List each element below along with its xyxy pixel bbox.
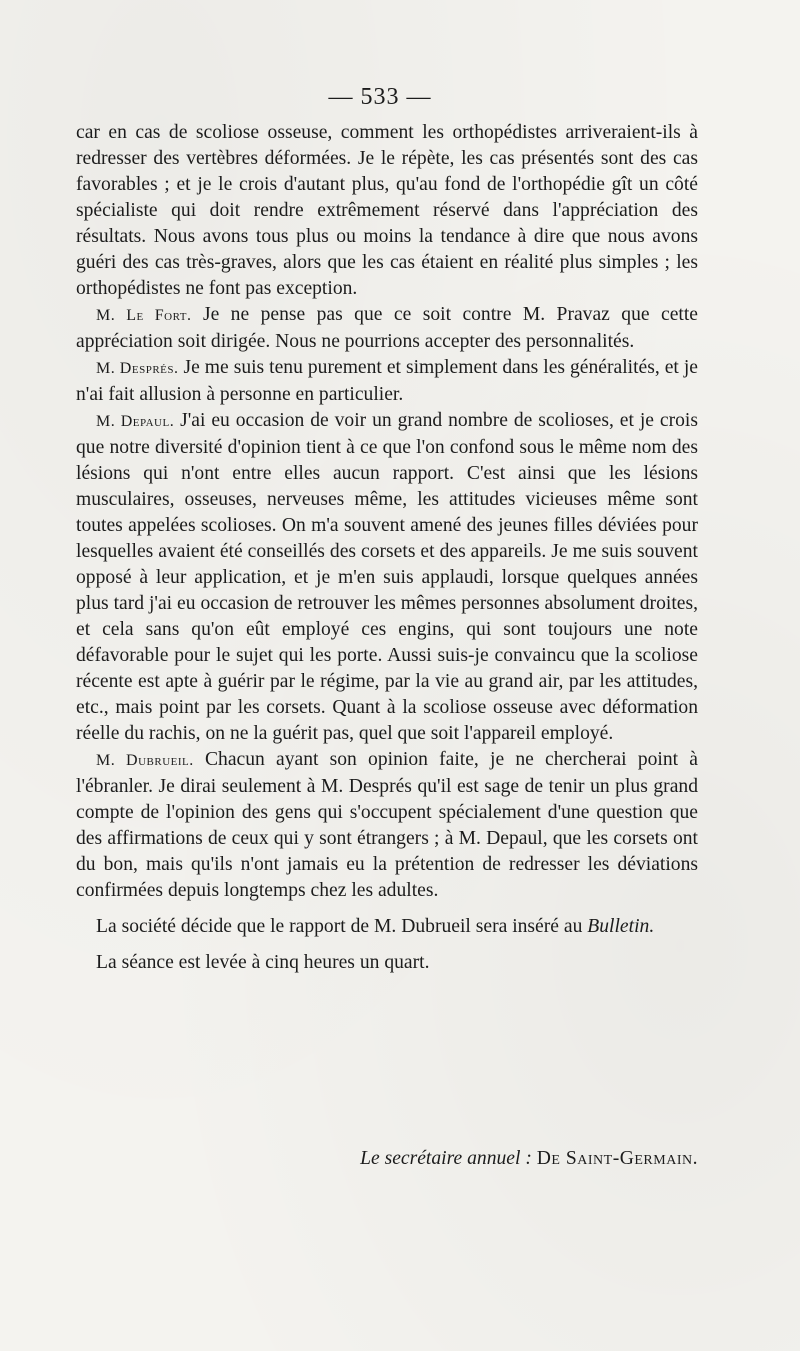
speech-le-fort: Je ne pense pas que ce soit contre M. Pravaz que cette appréciation soit dirigée. Nous ne pourrions accepter des personnalités. bbox=[76, 304, 698, 352]
paragraph-decision bbox=[76, 914, 698, 940]
spacer bbox=[76, 940, 698, 950]
speaker-depaul: M. Depaul. bbox=[96, 413, 175, 430]
speech-dubrueil: Chacun ayant son opinion faite, je ne chercherai point à l'ébranler. Je dirai seulement à M. Després qu'il est sage de tenir un plus grand compte de l'opinion des gens qui s'occupent spécialement d'une question que des affirmations de ceux qui y sont étrangers ; à M. Depaul, que les corsets ont du bon, mais qu'ils n'ont jamais eu la prétention de redresser les déviations confirmées depuis longtemps chez les adultes. bbox=[76, 749, 698, 901]
decision-text: La société décide que le rapport de M. Dubrueil sera inséré au bbox=[96, 916, 588, 937]
bulletin-title: Bulletin. bbox=[587, 916, 655, 937]
speech-despres: Je me suis tenu purement et simplement dans les généralités, et je n'ai fait allusion à personne en particulier. bbox=[76, 357, 698, 405]
speaker-le-fort: M. Le Fort. bbox=[96, 307, 192, 324]
paragraph-despres bbox=[76, 355, 698, 408]
signature-line bbox=[76, 1148, 698, 1170]
paragraph-dubrueil bbox=[76, 747, 698, 904]
speaker-dubrueil: M. Dubrueil. bbox=[96, 752, 194, 769]
paragraph-closing: La séance est levée à cinq heures un quart. bbox=[96, 952, 430, 973]
paragraph-le-fort bbox=[76, 302, 698, 355]
speaker-despres: M. Després. bbox=[96, 360, 179, 377]
speech-depaul: J'ai eu occasion de voir un grand nombre de scolioses, et je crois que notre diversité d'opinion tient à ce que l'on confond sous le même nom des lésions qui n'ont entre elles aucun rapport. C'est ainsi que les lésions musculaires, osseuses, nerveuses même, les attitudes vicieuses même sont toutes appelées scolioses. On m'a souvent amené des jeunes filles déviées pour lesquelles avaient été conseillés des corsets et des appareils. Je me suis souvent opposé à leur application, et je m'en suis applaudi, lorsque quelques années plus tard j'ai eu occasion de retrouver les mêmes personnes absolument droites, et cela sans qu'on eût employé ces engins, qui sont toujours une note défavorable pour le sujet qui les porte. Aussi suis-je convaincu que la scoliose récente est apte à guérir par le régime, par la vie au grand air, par les attitudes, etc., mais point par les corsets. Quant à la scoliose osseuse avec déformation réelle du rachis, on ne la guérit pas, quel que soit l'appareil employé. bbox=[76, 410, 698, 744]
page-number: — 533 — bbox=[328, 84, 432, 110]
body-text bbox=[76, 120, 698, 976]
paragraph-continuation: car en cas de scoliose osseuse, comment les orthopédistes arriveraient-ils à redresser des vertèbres déformées. Je le répète, les cas présentés sont des cas favorables ; et je le crois d'autant plus, qu'au fond de l'orthopédie gît un côté spécialiste qui doit rendre extrêmement réservé dans l'appréciation des résultats. Nous avons tous plus ou moins la tendance à dire que nous avons guéri des cas très-graves, alors que les cas étaient en réalité plus simples ; les orthopédistes ne font pas exception. bbox=[76, 122, 698, 299]
spacer bbox=[76, 904, 698, 914]
signature-role: Le secrétaire annuel : bbox=[360, 1148, 532, 1169]
signature-name: De Saint-Germain. bbox=[536, 1148, 698, 1169]
paragraph-depaul bbox=[76, 408, 698, 747]
